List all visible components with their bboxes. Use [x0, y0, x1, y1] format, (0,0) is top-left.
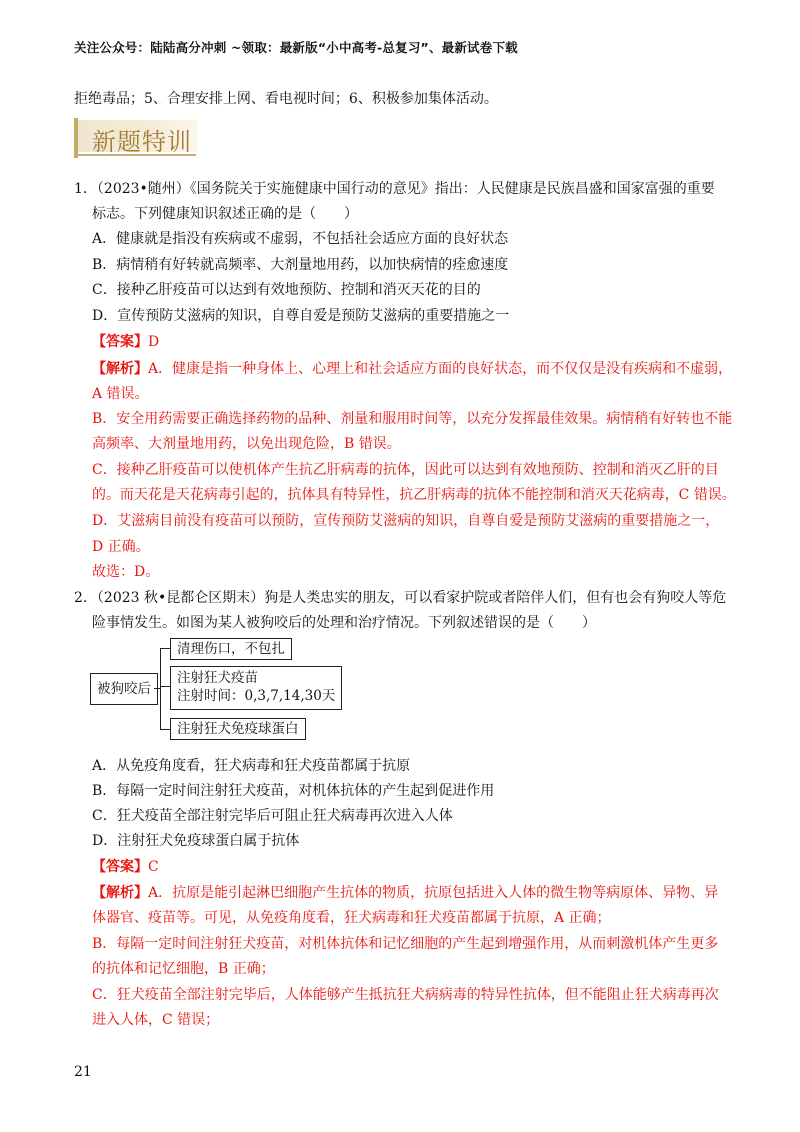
q1-analysis-line2: A 错误。 [92, 386, 149, 402]
q2-option-c: C．狂犬疫苗全部注射完毕后可阻止狂犬病毒再次进入人体 [92, 808, 453, 824]
banner-title: 新题特训 [92, 128, 192, 156]
q1-stem-line2: 标志。下列健康知识叙述正确的是（ ） [92, 206, 358, 222]
banner-bar [74, 118, 78, 158]
diagram-connector [160, 729, 170, 730]
diagram-step1-box: 清理伤口，不包扎 [170, 638, 292, 660]
q1-analysis-line4: 高频率、大剂量地用药，以免出现危险，B 错误。 [92, 436, 401, 452]
q2-analysis-line2: 体器官、疫苗等。可见，从免疫角度看，狂犬病毒和狂犬疫苗都属于抗原，A 正确； [92, 910, 611, 926]
q1-analysis-line7: D．艾滋病目前没有疫苗可以预防，宣传预防艾滋病的知识，自尊自爱是预防艾滋病的重要措施之一， [92, 513, 720, 529]
q1-analysis-line5: C．接种乙肝疫苗可以使机体产生抗乙肝病毒的抗体，因此可以达到有效地预防、控制和消灭乙肝的目 [92, 462, 719, 478]
diagram-step2-box [170, 666, 342, 710]
q2-answer [92, 858, 159, 876]
q2-option-b: B．每隔一定时间注射狂犬疫苗，对机体抗体的产生起到促进作用 [92, 783, 495, 799]
section-banner [74, 118, 202, 156]
q1-answer-value: D [148, 334, 160, 350]
q2-analysis-line3: B．每隔一定时间注射狂犬疫苗，对机体抗体和记忆细胞的产生起到增强作用，从而刺激机体产生更多 [92, 936, 719, 952]
q2-analysis-line5: C．狂犬疫苗全部注射完毕后，人体能够产生抵抗狂犬病病毒的特异性抗体，但不能阻止狂犬病毒再次 [92, 987, 719, 1003]
q1-analysis-line3: B．安全用药需要正确选择药物的品种、剂量和服用时间等，以充分发挥最佳效果。病情稍有好转也不能 [92, 411, 733, 427]
q1-analysis-tag: 【解析】 [92, 361, 148, 377]
q1-analysis-line1 [92, 360, 732, 378]
intro-line: 拒绝毒品；5、合理安排上网、看电视时间；6、积极参加集体活动。 [74, 91, 498, 107]
q2-stem-line2: 险事情发生。如图为某人被狗咬后的处理和治疗情况。下列叙述错误的是（ ） [92, 615, 596, 631]
diagram-step3-box: 注射狂犬免疫球蛋白 [170, 718, 306, 740]
diagram-root-box: 被狗咬后 [90, 673, 158, 705]
q1-option-d: D．宣传预防艾滋病的知识，自尊自爱是预防艾滋病的重要措施之一 [92, 308, 510, 324]
q1-analysis-line8: D 正确。 [92, 539, 150, 555]
q1-option-a: A．健康就是指没有疾病或不虚弱，不包括社会适应方面的良好状态 [92, 231, 509, 247]
q2-analysis-line6: 进入人体，C 错误； [92, 1012, 220, 1028]
q1-option-c: C．接种乙肝疫苗可以达到有效地预防、控制和消灭天花的目的 [92, 282, 481, 298]
q2-analysis-line1 [92, 884, 718, 902]
diagram-connector [160, 648, 161, 730]
q1-answer [92, 333, 159, 351]
treatment-diagram [90, 636, 350, 740]
diagram-step2-title: 注射狂犬疫苗 [177, 670, 258, 686]
q2-analysis-text1: A．抗原是能引起淋巴细胞产生抗体的物质，抗原包括进入人体的微生物等病原体、异物、异 [148, 885, 719, 901]
page-header: 关注公众号：陆陆高分冲刺 ~领取：最新版“小中高考-总复习”、最新试卷下载 [74, 40, 518, 55]
q1-answer-tag: 【答案】 [92, 334, 148, 350]
q2-answer-tag: 【答案】 [92, 859, 148, 875]
diagram-connector [160, 686, 170, 687]
q1-analysis-line6: 的。而天花是天花病毒引起的，抗体具有特异性，抗乙肝病毒的抗体不能控制和消灭天花病毒，C 错误。 [92, 487, 736, 503]
q1-analysis-text1: A．健康是指一种身体上、心理上和社会适应方面的良好状态，而不仅仅是没有疾病和不虚弱， [148, 361, 733, 377]
diagram-connector [160, 648, 170, 649]
q2-analysis-line4: 的抗体和记忆细胞，B 正确； [92, 961, 275, 977]
q2-option-a: A．从免疫角度看，狂犬病毒和狂犬疫苗都属于抗原 [92, 758, 411, 774]
q2-analysis-tag: 【解析】 [92, 885, 148, 901]
diagram-step2-detail: 注射时间：0,3,7,14,30天 [177, 688, 336, 704]
q2-stem-line1: 2．（2023 秋•昆都仑区期末）狗是人类忠实的朋友，可以看家护院或者陪伴人们，但有也会有狗咬人等危 [74, 590, 727, 606]
q1-analysis-line9: 故选：D。 [92, 564, 160, 580]
q1-option-b: B．病情稍有好转就高频率、大剂量地用药，以加快病情的痊愈速度 [92, 257, 509, 273]
page-number: 21 [74, 1064, 92, 1080]
q1-stem-line1: 1．（2023•随州）《国务院关于实施健康中国行动的意见》指出：人民健康是民族昌盛和国家富强的重要 [74, 181, 715, 197]
q2-option-d: D．注射狂犬免疫球蛋白属于抗体 [92, 833, 300, 849]
q2-answer-value: C [148, 859, 159, 875]
